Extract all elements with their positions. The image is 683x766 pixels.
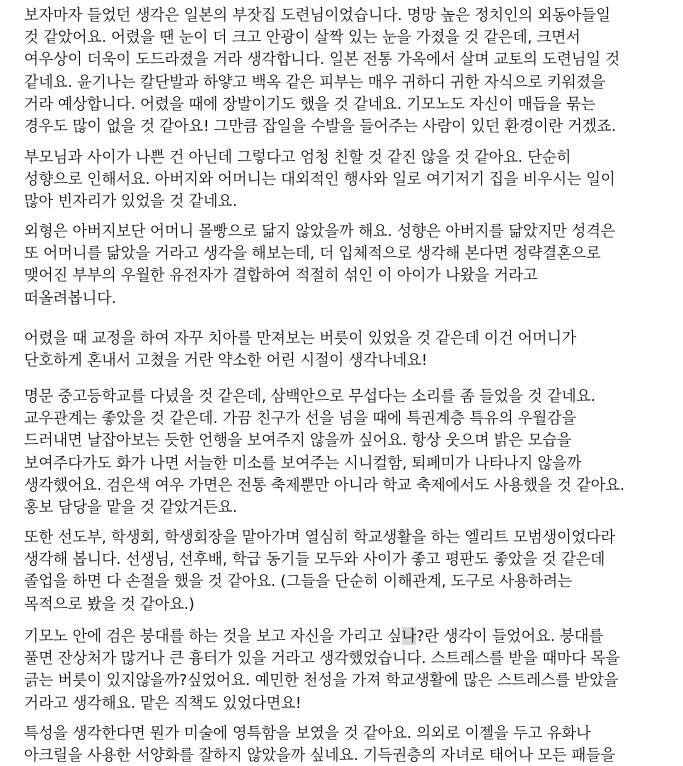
- text-segment: 기모노 안에 검은 붕대를 하는 것을 보고 자신을 가리고 싶: [24, 627, 402, 645]
- paragraph-school: [24, 385, 625, 518]
- text-line: 보자마자 들었던 생각은 일본의 부잣집 도련님이었습니다. 명망 높은 정치인의 외동아들일: [24, 6, 611, 24]
- text-line: 성향으로 인해서요. 아버지와 어머니는 대외적인 행사와 일로 여기저기 집을 비우시는 일이: [24, 170, 616, 189]
- text-line: 단호하게 혼내서 고쳤을 거란 약소한 어린 시절이 생각나네요!: [24, 351, 428, 370]
- text-line-highlighted: [24, 625, 620, 647]
- text-line: 맺어진 부부의 우월한 유전자가 결합하여 적절히 섞인 이 아이가 나왔을 거라고: [24, 266, 538, 285]
- text-line: 부모님과 사이가 나쁜 건 아닌데 그렇다고 엄청 친할 것 같진 않을 것 같아요. 단순히: [24, 148, 572, 166]
- paragraph-appearance: [24, 220, 615, 309]
- text-line: 또한 선도부, 학생회, 학생회장을 맡아가며 열심히 학교생활을 하는 엘리트 모범생이었다라: [24, 528, 616, 546]
- paragraph-student-council: [24, 526, 615, 615]
- text-line: 홍보 담당을 맡을 것 같았거든요.: [24, 497, 238, 516]
- text-line: 많아 빈자리가 있었을 것 같네요.: [24, 192, 238, 211]
- text-line: 교우관계는 좋았을 것 같은데. 가끔 친구가 선을 넘을 때에 특권계층 특유의 우월감을: [24, 409, 577, 428]
- text-line: 같네요. 윤기나는 칼단발과 하얗고 백옥 같은 피부는 매우 귀하디 귀한 자식으로 키워졌을: [24, 72, 606, 91]
- text-line: 아크릴을 사용한 서양화를 잘하지 않았을까 싶네요. 기득권층의 자녀로 태어나 모든 패들을: [24, 746, 616, 765]
- text-line: 긁는 버릇이 있지않을까?싶었어요. 예민한 천성을 가져 학교생활에 많은 스트레스를 받았을: [24, 671, 619, 690]
- text-line: 생각했어요. 검은색 여우 가면은 전통 축제뿐만 아니라 학교 축제에서도 사용했을 것 같아요.: [24, 475, 625, 494]
- text-line: 여우상이 더욱이 도드라졌을 거라 생각합니다. 일본 전통 가옥에서 살며 교토의 도련님일 것: [24, 50, 620, 69]
- paragraph-art: [24, 722, 615, 766]
- text-line: 거라 예상합니다. 어렸을 때에 장발이기도 했을 것 같네요. 기모노도 자신이 매듭을 묶는: [24, 94, 596, 113]
- text-line: 목적으로 봤을 것 같아요.): [24, 594, 195, 613]
- text-line: 어렸을 때 교정을 하여 자꾸 치아를 만져보는 버릇이 있었을 것 같은데 이건 어머니가: [24, 329, 577, 347]
- paragraph-origin: [24, 4, 620, 137]
- text-line: 명문 중고등학교를 다녔을 것 같은데, 삼백안으로 무섭다는 소리를 좀 들었을 것 같네요.: [24, 387, 596, 405]
- text-line: 풀면 잔상처가 많거나 큰 흉터가 있을 거라고 생각했었습니다. 스트레스를 받을 때마다 목을: [24, 649, 620, 668]
- text-line: 떠올려봅니다.: [24, 288, 117, 307]
- text-line: 것 같았어요. 어렸을 땐 눈이 더 크고 안광이 살짝 있는 눈을 가졌을 것 같은데, 크면서: [24, 28, 581, 47]
- text-line: 졸업을 하면 다 손절을 했을 것 같아요. (그들을 단순히 이해관계, 도구로 사용하려는: [24, 572, 573, 591]
- text-line: 생각해 봅니다. 선생님, 선후배, 학급 동기들 모두와 사이가 좋고 평판도 좋았을 것 같은데: [24, 550, 605, 569]
- text-segment: ?란 생각이 들었어요. 붕대를: [416, 627, 604, 645]
- paragraph-bandage: [24, 625, 620, 714]
- text-line: 드러내면 날잡아보는 듯한 언행을 보여주지 않을까 싶어요. 항상 웃으며 밝은 모습을: [24, 431, 572, 450]
- paragraph-childhood: [24, 327, 576, 371]
- text-line: 또 어머니를 닮았을 거라고 생각을 해보는데, 더 입체적으로 생각해 본다면 정략결혼으로: [24, 244, 601, 263]
- text-line: 보여주다가도 화가 나면 서늘한 미소를 보여주는 시니컬함, 퇴폐미가 나타나지 않을까: [24, 453, 582, 472]
- text-line: 거라고 생각해요. 맡은 직책도 있었다면요!: [24, 693, 302, 712]
- paragraph-parents: [24, 146, 615, 213]
- text-line: 경우도 많이 없을 것 같아요! 그만큼 잡일을 수발을 들어주는 사람이 있던 환경이란 거겠죠.: [24, 116, 617, 135]
- text-line: 외형은 아버지보단 어머니 몰빵으로 닮지 않았을까 해요. 성향은 아버지를 닮았지만 성격은: [24, 222, 616, 240]
- selection-highlight: 나: [401, 627, 417, 645]
- text-line: 특성을 생각한다면 뭔가 미술에 영특함을 보였을 것 같아요. 의외로 이젤을 두고 유화나: [24, 724, 591, 742]
